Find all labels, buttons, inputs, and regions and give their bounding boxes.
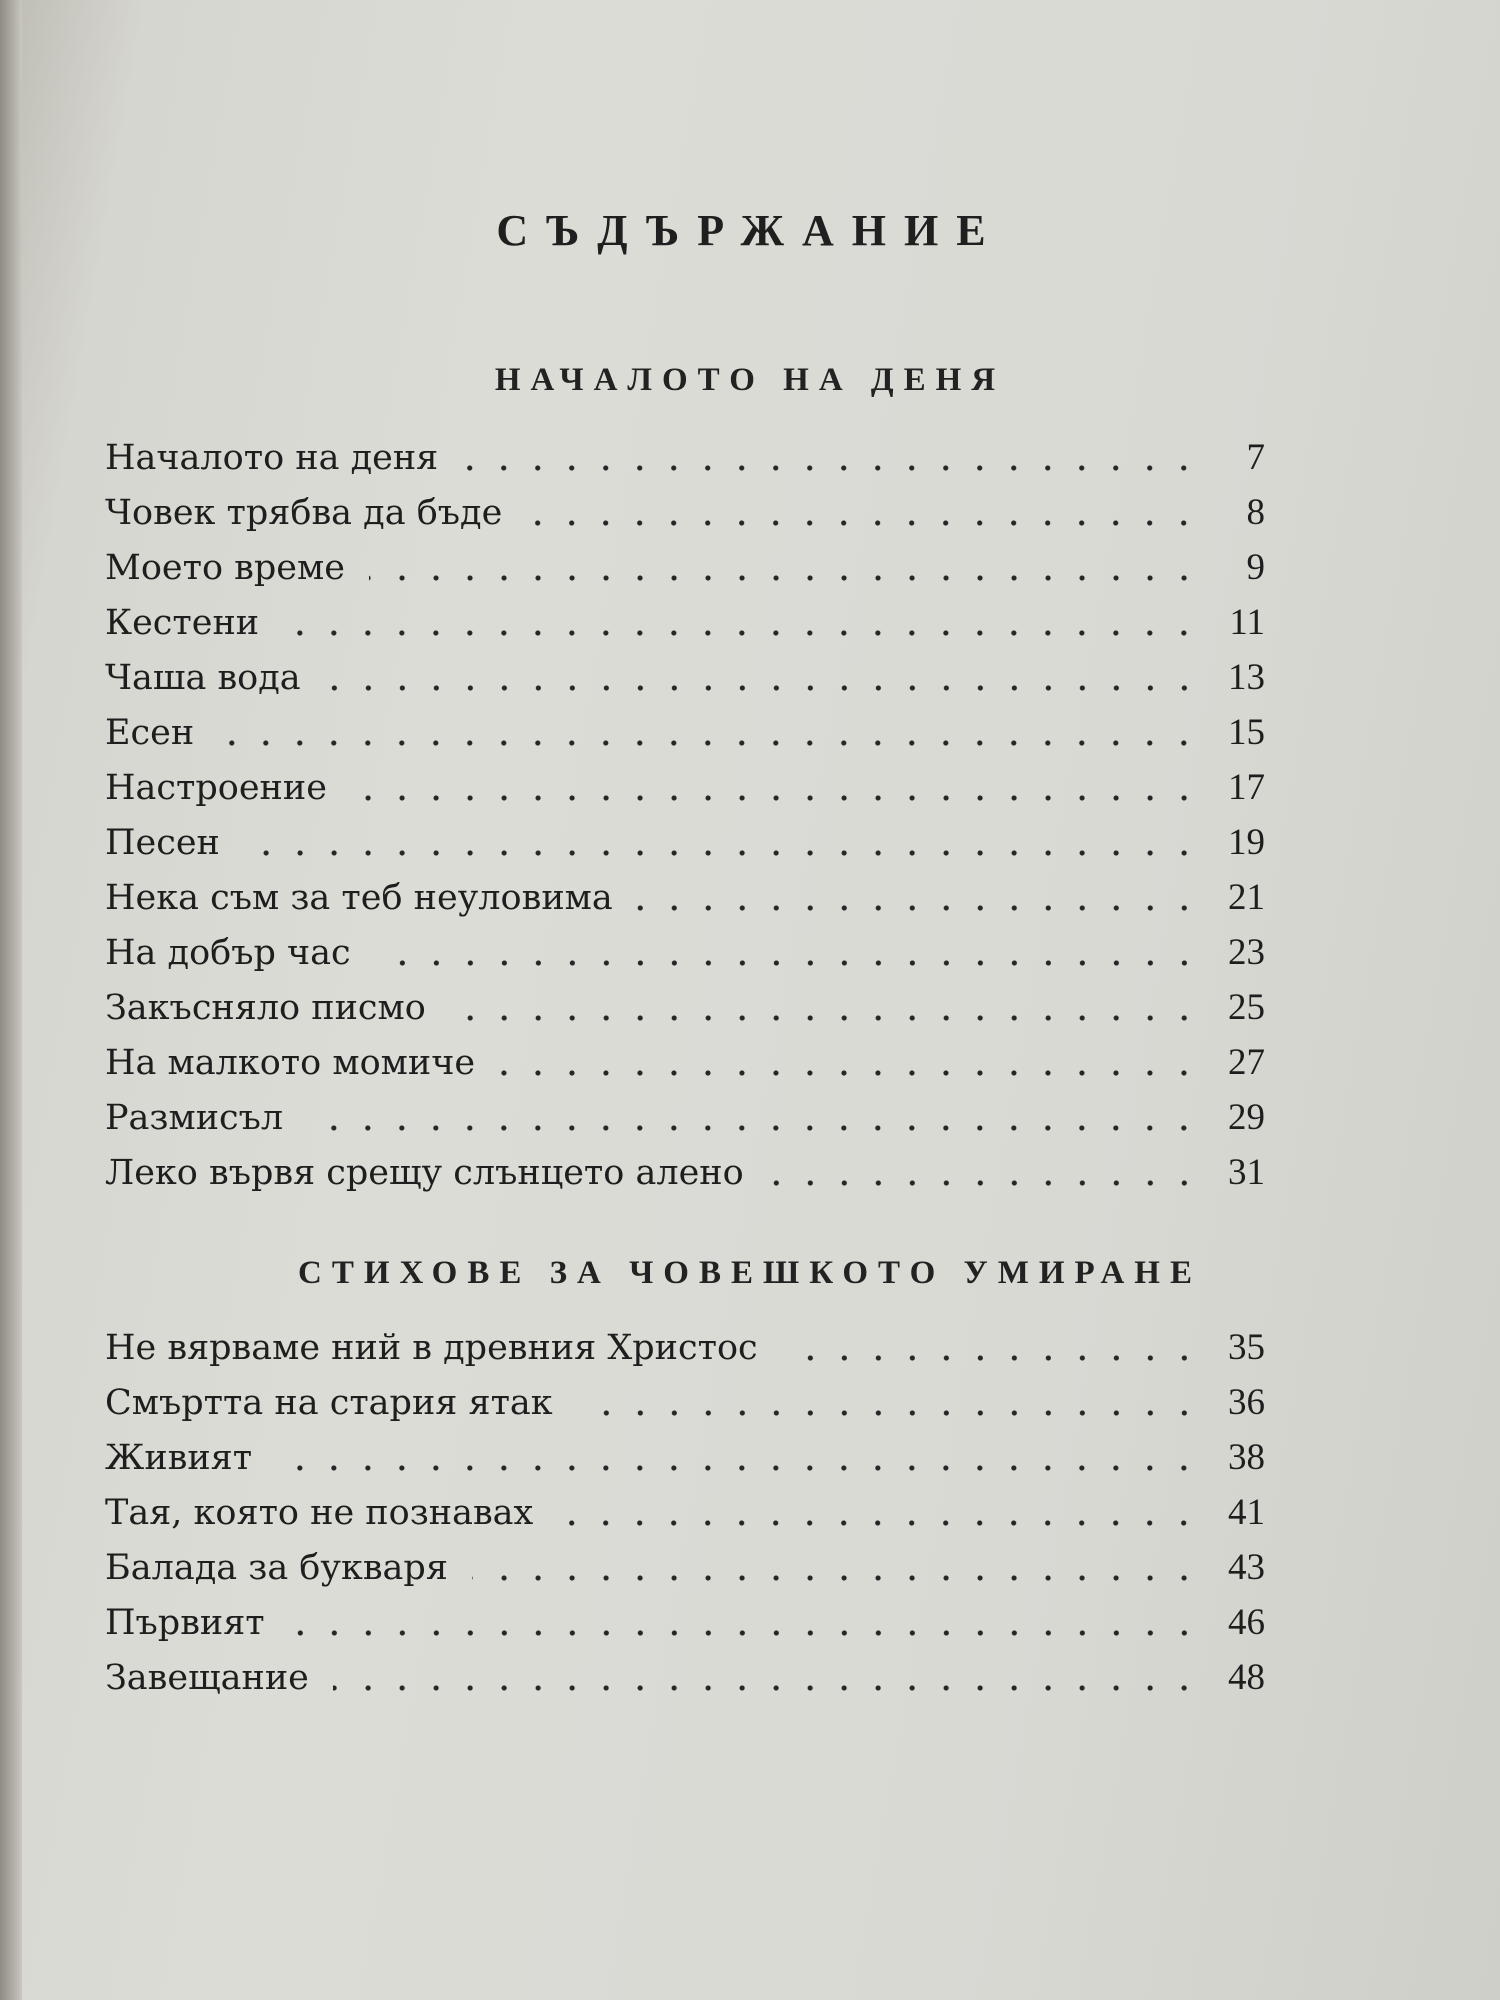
dot-leader	[557, 1520, 1201, 1526]
toc-entry	[105, 1145, 1265, 1200]
toc-entry-page-number: 21	[1228, 877, 1265, 918]
dot-leader	[325, 685, 1201, 691]
toc-entry	[105, 1375, 1265, 1430]
toc-entry-title: Моето време	[105, 548, 345, 588]
toc-entry-title: Настроение	[105, 768, 327, 808]
toc-entry-title: Есен	[105, 713, 195, 753]
toc-entry-title: Леко вървя срещу слънцето алено	[105, 1153, 744, 1193]
dot-leader	[577, 1410, 1201, 1416]
toc-entry	[105, 1035, 1265, 1090]
toc-entry-title: Балада за букваря	[105, 1548, 448, 1588]
dot-leader	[307, 1125, 1201, 1131]
toc-entry	[105, 1320, 1265, 1375]
toc-entry-page-number: 46	[1228, 1602, 1265, 1643]
toc-entry-page-number: 25	[1228, 987, 1265, 1028]
toc-entry-title: Размисъл	[105, 1098, 284, 1138]
dot-leader	[244, 850, 1201, 856]
dot-leader	[276, 1465, 1201, 1471]
toc-entry-title: Закъсняло писмо	[105, 988, 426, 1028]
toc-entry	[105, 1595, 1265, 1650]
toc-entry-title: Началото на деня	[105, 438, 439, 478]
toc-entry	[105, 1540, 1265, 1595]
dot-leader	[462, 465, 1201, 471]
dot-leader	[526, 520, 1201, 526]
dot-leader	[369, 575, 1201, 581]
toc-entry	[105, 430, 1265, 485]
dot-leader	[283, 630, 1201, 636]
toc-entry-title: Човек трябва да бъде	[105, 493, 503, 533]
toc-entry-page-number: 43	[1228, 1547, 1265, 1588]
toc-entry-page-number: 7	[1246, 437, 1265, 478]
toc-entry-title: Тая, която не познавах	[105, 1493, 534, 1533]
dot-leader	[333, 1685, 1201, 1691]
toc-list-section-1	[105, 430, 1265, 1200]
toc-entry-title: Първият	[105, 1603, 265, 1643]
toc-entry-title: Кестени	[105, 603, 260, 643]
toc-entry-title: Чаша вода	[105, 658, 301, 698]
toc-entry-title: Песен	[105, 823, 220, 863]
toc-list-section-2	[105, 1320, 1265, 1705]
toc-entry-title: На добър час	[105, 933, 351, 973]
toc-entry	[105, 705, 1265, 760]
toc-entry-title: Смъртта на стария ятак	[105, 1383, 553, 1423]
dot-leader	[375, 960, 1201, 966]
toc-entry-title: Не вярваме ний в древния Христос	[105, 1328, 758, 1368]
toc-entry-title: Нека съм за теб неуловима	[105, 878, 613, 918]
toc-entry-title: На малкото момиче	[105, 1043, 476, 1083]
section-heading-2: СТИХОВЕ ЗА ЧОВЕШКОТО УМИРАНЕ	[297, 1255, 1202, 1291]
toc-entry-page-number: 23	[1228, 932, 1265, 973]
toc-entry-page-number: 15	[1228, 712, 1265, 753]
toc-entry-page-number: 31	[1228, 1152, 1265, 1193]
dot-leader	[768, 1180, 1201, 1186]
toc-entry	[105, 980, 1265, 1035]
toc-entry-page-number: 48	[1228, 1657, 1265, 1698]
toc-entry	[105, 1650, 1265, 1705]
toc-entry-page-number: 29	[1228, 1097, 1265, 1138]
toc-entry	[105, 485, 1265, 540]
dot-leader	[472, 1575, 1201, 1581]
toc-entry	[105, 1485, 1265, 1540]
dot-leader	[351, 795, 1201, 801]
toc-entry-page-number: 11	[1229, 602, 1265, 643]
toc-entry-page-number: 36	[1228, 1382, 1265, 1423]
toc-entry-title: Живият	[105, 1438, 253, 1478]
dot-leader	[450, 1015, 1201, 1021]
toc-entry	[105, 540, 1265, 595]
toc-entry	[105, 1090, 1265, 1145]
toc-entry-page-number: 27	[1228, 1042, 1265, 1083]
toc-entry-page-number: 8	[1246, 492, 1265, 533]
dot-leader	[782, 1355, 1201, 1361]
toc-entry-page-number: 13	[1228, 657, 1265, 698]
toc-entry	[105, 925, 1265, 980]
toc-entry	[105, 870, 1265, 925]
toc-entry-title: Завещание	[105, 1658, 309, 1698]
toc-entry-page-number: 35	[1228, 1327, 1265, 1368]
toc-entry-page-number: 38	[1228, 1437, 1265, 1478]
toc-entry-page-number: 9	[1246, 547, 1265, 588]
dot-leader	[218, 740, 1201, 746]
page-title: СЪДЪРЖАНИЕ	[496, 206, 1004, 255]
dot-leader	[499, 1070, 1201, 1076]
section-heading-1: НАЧАЛОТО НА ДЕНЯ	[494, 362, 1006, 398]
dot-leader	[637, 905, 1201, 911]
toc-entry-page-number: 41	[1228, 1492, 1265, 1533]
toc-entry	[105, 595, 1265, 650]
dot-leader	[289, 1630, 1201, 1636]
toc-entry-page-number: 19	[1228, 822, 1265, 863]
toc-entry	[105, 760, 1265, 815]
toc-entry	[105, 815, 1265, 870]
book-spine-shadow	[0, 0, 22, 2000]
toc-entry-page-number: 17	[1228, 767, 1265, 808]
toc-entry	[105, 650, 1265, 705]
toc-entry	[105, 1430, 1265, 1485]
